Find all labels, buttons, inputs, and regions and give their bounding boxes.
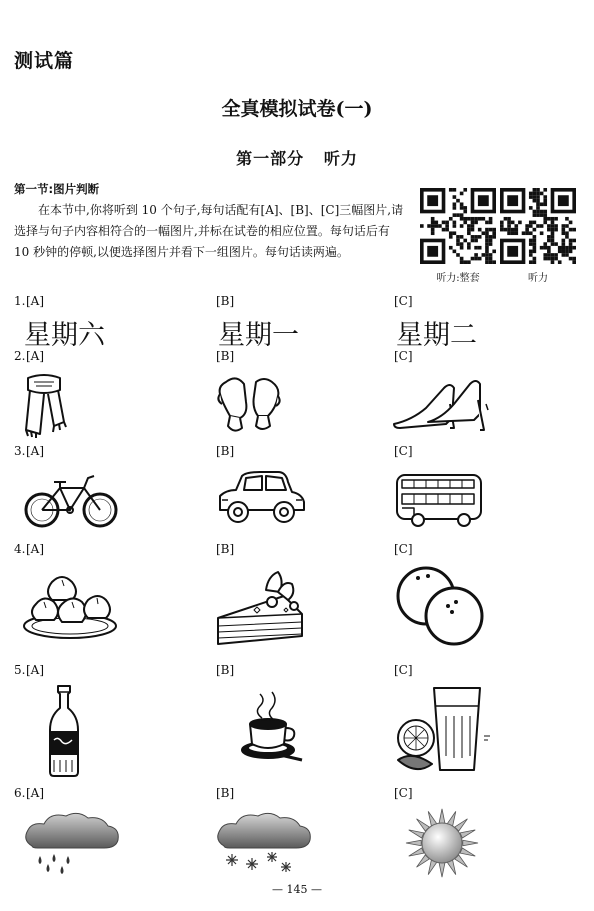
option-label: [A] — [26, 349, 45, 363]
option-label: [C] — [394, 444, 413, 458]
bus-icon[interactable] — [394, 472, 486, 528]
qr-code-icon[interactable] — [420, 188, 496, 264]
paper-title: 全真模拟试卷(一) — [221, 98, 373, 120]
weekday-option[interactable]: 星期一 — [218, 320, 299, 351]
option-label: [B] — [216, 349, 235, 363]
option-label: [B] — [216, 444, 235, 458]
option-label: [C] — [394, 349, 413, 363]
snow-cloud-icon[interactable] — [214, 810, 314, 876]
subsection-title: 第一节:图片判断 — [14, 182, 100, 196]
page-number: — 145 — — [272, 883, 322, 896]
question-number: 1. — [14, 294, 26, 308]
question-number: 4. — [14, 542, 26, 556]
question-number: 2. — [14, 349, 26, 363]
question-number: 3. — [14, 444, 26, 458]
instructions: 在本节中,你将听到 10 个句子,每句话配有[A]、[B]、[C]三幅图片,请选择与句子内容相符合的一幅图片,并标在试卷的相应位置。每句话后有 10 秒钟的停顿,以便选择图片并看下一组图片。每句话读两遍。 — [14, 203, 404, 259]
rain-cloud-icon[interactable] — [22, 810, 122, 876]
option-label: [C] — [394, 294, 413, 308]
option-label: [C] — [394, 786, 413, 800]
high-heels-icon[interactable] — [392, 374, 490, 434]
section-title: 测试篇 — [14, 50, 75, 72]
option-label: [A] — [26, 542, 45, 556]
sun-icon[interactable] — [398, 806, 486, 880]
mittens-icon[interactable] — [216, 372, 282, 436]
cake-slice-icon[interactable] — [214, 566, 306, 650]
weekday-option[interactable]: 星期二 — [396, 320, 477, 351]
cola-bottle-icon[interactable] — [46, 684, 82, 778]
question-number: 6. — [14, 786, 26, 800]
option-label: [B] — [216, 663, 235, 677]
scarf-icon[interactable] — [20, 372, 68, 438]
option-label: [B] — [216, 786, 235, 800]
option-label: [A] — [26, 294, 45, 308]
qr-caption: 听力:整套 — [436, 273, 480, 284]
option-label: [B] — [216, 294, 235, 308]
option-label: [B] — [216, 542, 235, 556]
weekday-option[interactable]: 星期六 — [24, 320, 105, 351]
option-label: [A] — [26, 663, 45, 677]
question-number: 5. — [14, 663, 26, 677]
option-label: [A] — [26, 444, 45, 458]
option-label: [C] — [394, 663, 413, 677]
steamed-buns-icon[interactable] — [22, 570, 118, 642]
qr-code-icon[interactable] — [500, 188, 576, 264]
bicycle-icon[interactable] — [24, 472, 118, 528]
option-label: [C] — [394, 542, 413, 556]
qr-caption: 听力 — [528, 273, 548, 284]
coffee-cup-icon[interactable] — [240, 690, 306, 764]
part-title: 第一部分 听力 — [236, 149, 358, 168]
orange-juice-icon[interactable] — [392, 686, 492, 776]
car-icon[interactable] — [216, 470, 306, 526]
option-label: [A] — [26, 786, 45, 800]
sesame-cakes-icon[interactable] — [392, 566, 492, 646]
